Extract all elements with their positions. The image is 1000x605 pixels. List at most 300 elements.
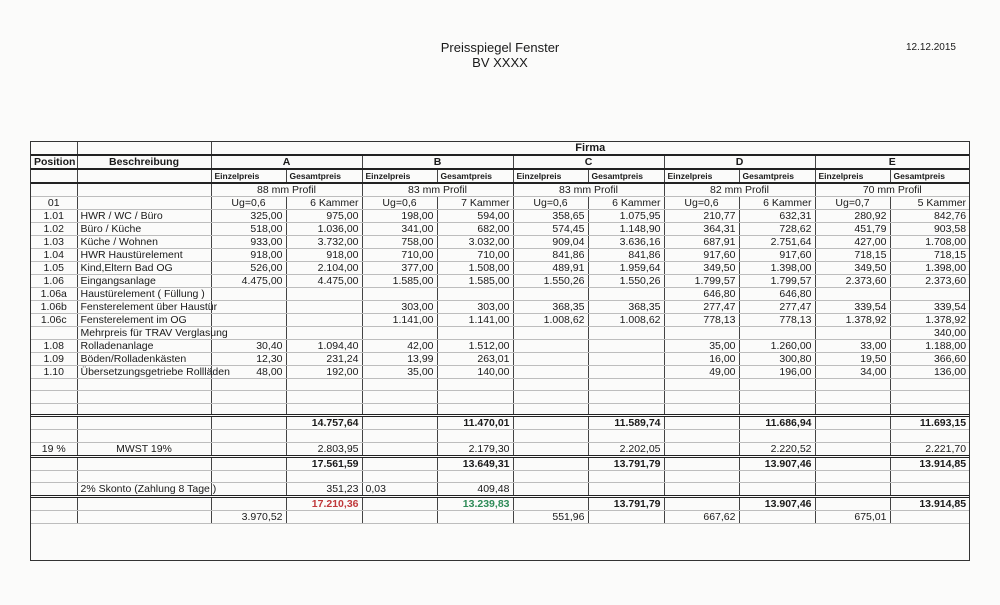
blank-cell — [77, 142, 211, 155]
einzelpreis-cell: 280,92 — [815, 210, 890, 223]
description-cell: HWR Haustürelement — [77, 249, 211, 262]
einzelpreis-cell: 518,00 — [211, 223, 286, 236]
blank-cell — [31, 510, 77, 523]
final-total-cell: 13.907,46 — [739, 496, 815, 510]
einzelpreis-cell: 339,54 — [815, 301, 890, 314]
skonto-cell — [211, 482, 286, 496]
spec-cell: 5 Kammer — [890, 197, 969, 210]
gesamtpreis-cell — [286, 288, 362, 301]
einzelpreis-cell — [211, 288, 286, 301]
difference-cell — [739, 510, 815, 523]
einzelpreis-cell: 1.008,62 — [513, 314, 588, 327]
empty-row — [31, 379, 969, 391]
table-row — [31, 288, 969, 301]
company-header-d: D — [664, 155, 815, 169]
einzelpreis-cell: 574,45 — [513, 223, 588, 236]
blank-cell — [588, 470, 664, 482]
gesamtpreis-cell: 975,00 — [286, 210, 362, 223]
blank-cell — [890, 391, 969, 403]
blank-cell — [513, 470, 588, 482]
blank-cell — [77, 430, 211, 442]
gesamtpreis-cell: 632,31 — [739, 210, 815, 223]
blank-cell — [815, 442, 890, 456]
gesamtpreis-cell: 340,00 — [890, 327, 969, 340]
blank-cell — [815, 416, 890, 430]
position-cell: 1.06 — [31, 275, 77, 288]
einzelpreis-header: Einzelpreis — [513, 169, 588, 183]
einzelpreis-cell — [513, 353, 588, 366]
gesamtpreis-cell: 718,15 — [890, 249, 969, 262]
blank-cell — [664, 391, 739, 403]
position-cell: 1.06b — [31, 301, 77, 314]
einzelpreis-header: Einzelpreis — [211, 169, 286, 183]
gesamtpreis-cell: 1.075,95 — [588, 210, 664, 223]
position-cell: 1.02 — [31, 223, 77, 236]
gesamtpreis-cell — [588, 353, 664, 366]
blank-cell — [664, 442, 739, 456]
spec-cell: 6 Kammer — [588, 197, 664, 210]
final-total-row — [31, 496, 969, 510]
blank-cell — [362, 496, 437, 510]
blank-cell — [890, 430, 969, 442]
blank-cell — [211, 416, 286, 430]
blank-cell — [77, 470, 211, 482]
blank-cell — [77, 403, 211, 415]
table-row — [31, 327, 969, 340]
gesamtpreis-cell: 1.094,40 — [286, 340, 362, 353]
company-header-a: A — [211, 155, 362, 169]
einzelpreis-cell: 909,04 — [513, 236, 588, 249]
table-row — [31, 366, 969, 379]
spec-cell: 7 Kammer — [437, 197, 513, 210]
description-cell: Böden/Rolladenkästen — [77, 353, 211, 366]
gesamtpreis-header: Gesamtpreis — [588, 169, 664, 183]
blank-cell — [31, 403, 77, 415]
einzelpreis-cell: 12,30 — [211, 353, 286, 366]
spec-cell: Ug=0,7 — [815, 197, 890, 210]
skonto-cell — [815, 482, 890, 496]
blank-cell — [77, 416, 211, 430]
einzelpreis-cell: 1.799,57 — [664, 275, 739, 288]
gesamtpreis-cell: 196,00 — [739, 366, 815, 379]
gesamtpreis-cell: 368,35 — [588, 301, 664, 314]
gesamtpreis-cell: 140,00 — [437, 366, 513, 379]
title-line: Preisspiegel Fenster — [440, 40, 560, 55]
blank-cell — [739, 379, 815, 391]
description-cell: HWR / WC / Büro — [77, 210, 211, 223]
blank-cell — [815, 456, 890, 470]
einzelpreis-cell — [513, 366, 588, 379]
gesamtpreis-cell: 1.378,92 — [890, 314, 969, 327]
gesamtpreis-header: Gesamtpreis — [890, 169, 969, 183]
position-cell: 1.06c — [31, 314, 77, 327]
einzelpreis-cell: 933,00 — [211, 236, 286, 249]
gesamtpreis-cell: 136,00 — [890, 366, 969, 379]
blank-cell — [890, 403, 969, 415]
blank-cell — [815, 391, 890, 403]
mwst-row — [31, 442, 969, 456]
einzelpreis-cell: 526,00 — [211, 262, 286, 275]
blank-cell — [664, 379, 739, 391]
blank-cell — [31, 379, 77, 391]
blank-cell — [513, 430, 588, 442]
skonto-row — [31, 482, 969, 496]
einzelpreis-cell: 2.373,60 — [815, 275, 890, 288]
mwst-value-cell: 2.221,70 — [890, 442, 969, 456]
beschreibung-header: Beschreibung — [77, 155, 211, 169]
gesamtpreis-cell: 263,01 — [437, 353, 513, 366]
blank-cell — [211, 430, 286, 442]
difference-cell: 667,62 — [664, 510, 739, 523]
gesamtpreis-cell: 303,00 — [437, 301, 513, 314]
gesamtpreis-cell — [739, 327, 815, 340]
description-cell: Rolladenanlage — [77, 340, 211, 353]
blank-cell — [77, 391, 211, 403]
brutto-total-cell: 13.791,79 — [588, 456, 664, 470]
blank-cell — [513, 496, 588, 510]
einzelpreis-cell: 917,60 — [664, 249, 739, 262]
netto-total-cell: 11.686,94 — [739, 416, 815, 430]
gesamtpreis-cell: 778,13 — [739, 314, 815, 327]
einzelpreis-header: Einzelpreis — [664, 169, 739, 183]
einzelpreis-cell: 778,13 — [664, 314, 739, 327]
blank-cell — [31, 183, 77, 197]
gesamtpreis-cell: 1.398,00 — [739, 262, 815, 275]
einzelpreis-cell: 19,50 — [815, 353, 890, 366]
blank-cell — [815, 470, 890, 482]
skonto-cell: 409,48 — [437, 482, 513, 496]
gesamtpreis-cell: 339,54 — [890, 301, 969, 314]
einzelpreis-cell: 277,47 — [664, 301, 739, 314]
empty-row — [31, 430, 969, 442]
blank-cell — [664, 456, 739, 470]
mwst-value-cell: 2.803,95 — [286, 442, 362, 456]
blank-cell — [211, 470, 286, 482]
blank-cell — [77, 456, 211, 470]
blank-cell — [77, 197, 211, 210]
table-row — [31, 314, 969, 327]
blank-cell — [588, 379, 664, 391]
netto-total-cell: 14.757,64 — [286, 416, 362, 430]
position-cell: 1.10 — [31, 366, 77, 379]
gesamtpreis-cell: 917,60 — [739, 249, 815, 262]
einzelpreis-cell: 489,91 — [513, 262, 588, 275]
profile-cell: 83 mm Profil — [513, 183, 664, 197]
brutto-total-row — [31, 456, 969, 470]
difference-row — [31, 510, 969, 523]
blank-cell — [362, 416, 437, 430]
gesamtpreis-cell — [588, 288, 664, 301]
einzelpreis-cell: 918,00 — [211, 249, 286, 262]
blank-cell — [739, 403, 815, 415]
brutto-total-cell: 17.561,59 — [286, 456, 362, 470]
gesamtpreis-cell: 1.188,00 — [890, 340, 969, 353]
blank-cell — [739, 430, 815, 442]
brutto-total-cell: 13.907,46 — [739, 456, 815, 470]
einzelpreis-cell: 451,79 — [815, 223, 890, 236]
einzelpreis-cell — [513, 288, 588, 301]
einzelpreis-cell: 841,86 — [513, 249, 588, 262]
blank-cell — [437, 403, 513, 415]
einzelpreis-cell: 42,00 — [362, 340, 437, 353]
blank-cell — [362, 430, 437, 442]
blank-cell — [815, 379, 890, 391]
gesamtpreis-cell: 918,00 — [286, 249, 362, 262]
description-cell: Mehrpreis für TRAV Verglasung — [77, 327, 211, 340]
blank-cell — [588, 403, 664, 415]
table-row — [31, 340, 969, 353]
gesamtpreis-cell: 277,47 — [739, 301, 815, 314]
blank-cell — [664, 416, 739, 430]
difference-cell — [362, 510, 437, 523]
gesamtpreis-cell: 1.036,00 — [286, 223, 362, 236]
gesamtpreis-cell: 646,80 — [739, 288, 815, 301]
einzelpreis-cell: 30,40 — [211, 340, 286, 353]
einzelpreis-cell: 349,50 — [815, 262, 890, 275]
blank-cell — [77, 183, 211, 197]
skonto-cell — [664, 482, 739, 496]
einzelpreis-header: Einzelpreis — [362, 169, 437, 183]
empty-row — [31, 470, 969, 482]
einzelpreis-cell: 35,00 — [664, 340, 739, 353]
blank-cell — [362, 403, 437, 415]
blank-cell — [437, 470, 513, 482]
blank-cell — [31, 430, 77, 442]
document-date: 12.12.2015 — [905, 42, 956, 53]
einzelpreis-cell — [664, 327, 739, 340]
einzelpreis-cell: 427,00 — [815, 236, 890, 249]
blank-cell — [815, 430, 890, 442]
table-row — [31, 236, 969, 249]
difference-cell: 3.970,52 — [211, 510, 286, 523]
gesamtpreis-cell: 1.959,64 — [588, 262, 664, 275]
mwst-value-cell: 2.220,52 — [739, 442, 815, 456]
einzelpreis-cell: 349,50 — [664, 262, 739, 275]
gesamtpreis-cell: 682,00 — [437, 223, 513, 236]
einzelpreis-cell: 1.550,26 — [513, 275, 588, 288]
blank-cell — [588, 430, 664, 442]
spec-cell: Ug=0,6 — [664, 197, 739, 210]
gesamtpreis-header: Gesamtpreis — [739, 169, 815, 183]
final-total-cell: 13.239,83 — [437, 496, 513, 510]
einzelpreis-cell: 16,00 — [664, 353, 739, 366]
blank-cell — [77, 169, 211, 183]
blank-cell — [31, 169, 77, 183]
difference-cell — [437, 510, 513, 523]
blank-cell — [513, 403, 588, 415]
spec-cell: Ug=0,6 — [211, 197, 286, 210]
position-cell: 1.01 — [31, 210, 77, 223]
netto-total-cell: 11.693,15 — [890, 416, 969, 430]
gesamtpreis-cell: 366,60 — [890, 353, 969, 366]
gesamtpreis-cell: 1.550,26 — [588, 275, 664, 288]
blank-cell — [664, 496, 739, 510]
gesamtpreis-cell — [588, 366, 664, 379]
einzelpreis-cell: 48,00 — [211, 366, 286, 379]
profile-cell: 82 mm Profil — [664, 183, 815, 197]
gesamtpreis-cell: 594,00 — [437, 210, 513, 223]
blank-cell — [211, 391, 286, 403]
einzelpreis-cell — [362, 327, 437, 340]
skonto-cell — [588, 482, 664, 496]
gesamtpreis-cell — [286, 301, 362, 314]
final-total-cell: 13.791,79 — [588, 496, 664, 510]
netto-total-cell: 11.589,74 — [588, 416, 664, 430]
einzelpreis-cell: 198,00 — [362, 210, 437, 223]
einzelpreis-cell: 210,77 — [664, 210, 739, 223]
gesamtpreis-cell: 3.636,16 — [588, 236, 664, 249]
einzelpreis-cell: 1.378,92 — [815, 314, 890, 327]
gesamtpreis-cell: 842,76 — [890, 210, 969, 223]
gesamtpreis-cell: 1.799,57 — [739, 275, 815, 288]
gesamtpreis-cell — [286, 314, 362, 327]
gesamtpreis-cell: 1.585,00 — [437, 275, 513, 288]
blank-cell — [513, 379, 588, 391]
blank-cell — [77, 510, 211, 523]
blank-cell — [31, 482, 77, 496]
blank-cell — [362, 442, 437, 456]
profile-row — [31, 183, 969, 197]
blank-cell — [815, 496, 890, 510]
einzelpreis-cell: 33,00 — [815, 340, 890, 353]
einzelpreis-cell — [211, 314, 286, 327]
blank-cell — [664, 470, 739, 482]
position-cell: 1.04 — [31, 249, 77, 262]
description-cell: Eingangsanlage — [77, 275, 211, 288]
blank-cell — [513, 456, 588, 470]
firma-header-row — [31, 142, 969, 155]
price-comparison-sheet — [30, 141, 970, 561]
gesamtpreis-cell — [588, 340, 664, 353]
blank-cell — [31, 416, 77, 430]
blank-cell — [31, 456, 77, 470]
mwst-value-cell: 2.202,05 — [588, 442, 664, 456]
company-header-b: B — [362, 155, 513, 169]
einzelpreis-cell: 358,65 — [513, 210, 588, 223]
difference-cell — [286, 510, 362, 523]
position-header: Position — [31, 155, 77, 169]
einzelpreis-cell — [513, 327, 588, 340]
einzelpreis-cell: 718,15 — [815, 249, 890, 262]
blank-cell — [513, 442, 588, 456]
gesamtpreis-cell: 1.708,00 — [890, 236, 969, 249]
gesamtpreis-cell: 2.373,60 — [890, 275, 969, 288]
gesamtpreis-cell: 300,80 — [739, 353, 815, 366]
position-cell: 1.08 — [31, 340, 77, 353]
position-cell: 1.06a — [31, 288, 77, 301]
netto-total-cell: 11.470,01 — [437, 416, 513, 430]
position-cell: 1.03 — [31, 236, 77, 249]
difference-cell — [890, 510, 969, 523]
gesamtpreis-cell: 231,24 — [286, 353, 362, 366]
spec-cell: 6 Kammer — [286, 197, 362, 210]
description-cell: Fensterelement im OG — [77, 314, 211, 327]
price-type-header-row — [31, 169, 969, 183]
blank-cell — [890, 470, 969, 482]
gesamtpreis-cell — [588, 327, 664, 340]
blank-cell — [31, 496, 77, 510]
einzelpreis-cell: 364,31 — [664, 223, 739, 236]
blank-cell — [31, 391, 77, 403]
blank-cell — [513, 416, 588, 430]
spec-cell: Ug=0,6 — [513, 197, 588, 210]
description-cell: Kind,Eltern Bad OG — [77, 262, 211, 275]
blank-cell — [739, 470, 815, 482]
gesamtpreis-cell — [437, 327, 513, 340]
table-row — [31, 223, 969, 236]
empty-row — [31, 391, 969, 403]
blank-cell — [286, 391, 362, 403]
gesamtpreis-cell: 1.398,00 — [890, 262, 969, 275]
price-table — [31, 142, 969, 524]
subtitle-line: BV XXXX — [472, 55, 528, 70]
gesamtpreis-cell: 1.008,62 — [588, 314, 664, 327]
blank-cell — [77, 379, 211, 391]
blank-cell — [588, 391, 664, 403]
einzelpreis-cell: 13,99 — [362, 353, 437, 366]
gesamtpreis-cell: 3.732,00 — [286, 236, 362, 249]
document-title — [0, 40, 1000, 70]
table-row — [31, 301, 969, 314]
position-cell — [31, 327, 77, 340]
blank-cell — [286, 403, 362, 415]
gesamtpreis-cell: 1.260,00 — [739, 340, 815, 353]
einzelpreis-cell: 368,35 — [513, 301, 588, 314]
gesamtpreis-cell — [437, 288, 513, 301]
einzelpreis-header: Einzelpreis — [815, 169, 890, 183]
einzelpreis-cell: 1.585,00 — [362, 275, 437, 288]
gesamtpreis-header: Gesamtpreis — [286, 169, 362, 183]
blank-cell — [664, 430, 739, 442]
blank-cell — [31, 142, 77, 155]
blank-cell — [513, 391, 588, 403]
einzelpreis-cell: 4.475,00 — [211, 275, 286, 288]
profile-cell: 83 mm Profil — [362, 183, 513, 197]
blank-cell — [739, 391, 815, 403]
brutto-total-cell: 13.649,31 — [437, 456, 513, 470]
blank-cell — [211, 496, 286, 510]
spec-row — [31, 197, 969, 210]
einzelpreis-cell: 758,00 — [362, 236, 437, 249]
difference-cell: 551,96 — [513, 510, 588, 523]
einzelpreis-cell: 49,00 — [664, 366, 739, 379]
einzelpreis-cell: 687,91 — [664, 236, 739, 249]
skonto-cell: 0,03 — [362, 482, 437, 496]
gesamtpreis-cell: 1.141,00 — [437, 314, 513, 327]
description-cell: Küche / Wohnen — [77, 236, 211, 249]
einzelpreis-cell — [815, 327, 890, 340]
difference-cell — [588, 510, 664, 523]
blank-cell — [362, 456, 437, 470]
gesamtpreis-cell: 1.148,90 — [588, 223, 664, 236]
gesamtpreis-cell: 4.475,00 — [286, 275, 362, 288]
spec-cell: 6 Kammer — [739, 197, 815, 210]
table-row — [31, 262, 969, 275]
gesamtpreis-cell: 1.508,00 — [437, 262, 513, 275]
blank-cell — [362, 391, 437, 403]
table-row — [31, 275, 969, 288]
gesamtpreis-cell: 728,62 — [739, 223, 815, 236]
profile-cell: 70 mm Profil — [815, 183, 969, 197]
empty-row — [31, 403, 969, 415]
gesamtpreis-cell: 3.032,00 — [437, 236, 513, 249]
blank-cell — [362, 379, 437, 391]
blank-cell — [362, 470, 437, 482]
einzelpreis-cell — [815, 288, 890, 301]
description-cell: Haustürelement ( Füllung ) — [77, 288, 211, 301]
brutto-total-cell: 13.914,85 — [890, 456, 969, 470]
position-cell: 1.09 — [31, 353, 77, 366]
